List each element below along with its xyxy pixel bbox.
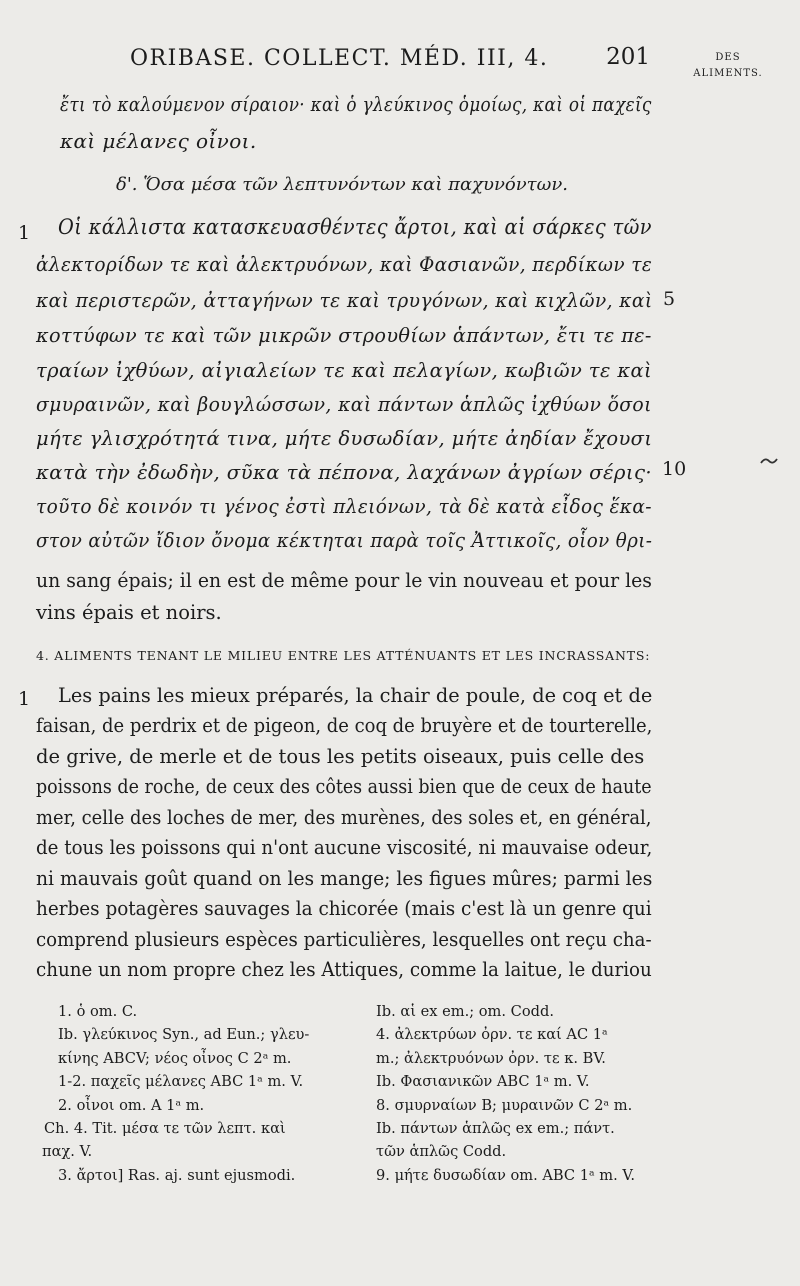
greek-line: μήτε γλισχρότητά τινα, μήτε δυσωδίαν, μήτε ἀηδίαν ἔχουσι	[36, 426, 653, 450]
french-line: vins épais et noirs.	[36, 601, 222, 624]
footnote: 2. οἶνοι om. A 1ᵃ m.	[58, 1096, 205, 1114]
page-header	[130, 40, 650, 80]
french-line: mer, celle des loches de mer, des murènes, des soles et, en général,	[36, 806, 652, 829]
footnote: 9. μήτε δυσωδίαν om. ABC 1ᵃ m. V.	[376, 1166, 635, 1184]
french-line: un sang épais; il en est de même pour le vin nouveau et pour les	[36, 569, 652, 592]
french-line: comprend plusieurs espèces particulières, lesquelles ont reçu cha-	[36, 928, 652, 951]
greek-line: Οἱ κάλλιστα κατασκευασθέντες ἄρτοι, καὶ αἱ σάρκες τῶν	[58, 215, 652, 239]
footnote: m.; ἀλεκτρυόνων ὀρν. τε κ. BV.	[376, 1049, 606, 1067]
french-line: herbes potagères sauvages la chicorée (mais c'est là un genre qui	[36, 897, 652, 920]
footnote: παχ. V.	[42, 1143, 93, 1161]
greek-line: καὶ περιστερῶν, ἀτταγήνων τε καὶ τρυγόνων, καὶ κιχλῶν, καὶ	[36, 288, 653, 312]
greek-paragraph-number: 1	[18, 222, 31, 244]
footnote: 1-2. παχεῖς μέλανες ABC 1ᵃ m. V.	[58, 1073, 304, 1091]
page-number: 201	[606, 44, 650, 70]
footnote: 1. ὁ om. C.	[58, 1003, 138, 1020]
running-title: ORIBASE. COLLECT. MÉD. III, 4.	[130, 46, 549, 71]
greek-line: ἔτι τὸ καλούμενον σίραιον· καὶ ὁ γλεύκινος ὁμοίως, καὶ οἱ παχεῖς	[60, 92, 652, 116]
footnotes-right-column	[376, 1000, 676, 1187]
greek-line: καὶ μέλανες οἶνοι.	[60, 129, 257, 153]
side-note	[688, 50, 768, 82]
french-line: de grive, de merle et de tous les petits oiseaux, puis celle des	[36, 745, 645, 768]
french-line: de tous les poissons qui n'ont aucune viscosité, ni mauvaise odeur,	[36, 836, 653, 859]
footnote: Ib. πάντων ἁπλῶς ex em.; πάντ.	[376, 1120, 615, 1138]
footnote: Ch. 4. Tit. μέσα τε τῶν λεπτ. καὶ	[44, 1120, 286, 1138]
footnote: Ib. Φασιανικῶν ABC 1ᵃ m. V.	[376, 1073, 590, 1091]
greek-line: κοττύφων τε καὶ τῶν μικρῶν στρουθίων ἁπάντων, ἔτι τε πε-	[36, 323, 652, 347]
footnote: 3. ἄρτοι] Ras. aj. sunt ejusmodi.	[58, 1166, 296, 1184]
greek-line: τοῦτο δὲ κοινόν τι γένος ἐστὶ πλειόνων, τὰ δὲ κατὰ εἶδος ἕκα-	[36, 494, 652, 518]
footnote: 4. ἀλεκτρύων ὀρν. τε καί AC 1ᵃ	[376, 1026, 608, 1044]
french-line: Les pains les mieux préparés, la chair de poule, de coq et de	[58, 683, 653, 707]
french-paragraph-number: 1	[18, 688, 31, 710]
greek-line: κατὰ τὴν ἐδωδὴν, σῦκα τὰ πέπονα, λαχάνων ἀγρίων σέρις·	[36, 460, 653, 484]
greek-line: σμυραινῶν, καὶ βουγλώσσων, καὶ πάντων ἁπλῶς ἰχθύων ὅσοι	[36, 392, 652, 416]
footnote: 8. σμυρναίων B; μυραινῶν C 2ᵃ m.	[376, 1096, 633, 1114]
footnote: Ib. αἱ ex em.; om. Codd.	[376, 1003, 554, 1020]
french-section-heading: 4. ALIMENTS TENANT LE MILIEU ENTRE LES ATTÉNUANTS ET LES INCRASSANTS:	[36, 648, 651, 663]
greek-line: στον αὐτῶν ἴδιον ὄνομα κέκτηται παρὰ τοῖς Ἀττικοῖς, οἷον θρι-	[36, 528, 653, 552]
french-line: chune un nom propre chez les Attiques, comme la laitue, le duriou	[36, 958, 652, 981]
footnote: τῶν ἁπλῶς Codd.	[376, 1143, 507, 1161]
side-note-line: ALIMENTS.	[693, 68, 763, 79]
greek-section-heading: δ'. Ὅσα μέσα τῶν λεπτυνόντων καὶ παχυνόντων.	[116, 174, 568, 195]
french-line: ni mauvais goût quand on les mange; les figues mûres; parmi les	[36, 867, 653, 890]
french-line: poissons de roche, de ceux des côtes aussi bien que de ceux de haute	[36, 775, 652, 798]
greek-line: ἀλεκτορίδων τε καὶ ἀλεκτρυόνων, καὶ Φασιανῶν, περδίκων τε	[36, 252, 653, 276]
footnote: κίνης ABCV; νέος οἶνος C 2ᵃ m.	[58, 1049, 292, 1067]
side-note-line: DES	[715, 52, 741, 63]
line-number-10: 10	[662, 458, 687, 480]
footnote: Ib. γλεύκινος Syn., ad Eun.; γλευ-	[58, 1026, 310, 1044]
line-number-5: 5	[663, 288, 676, 310]
footnotes-left-column	[34, 1000, 354, 1187]
greek-line: τραίων ἰχθύων, αἰγιαλείων τε καὶ πελαγίων, κωβιῶν τε καὶ	[36, 358, 653, 382]
margin-mark	[760, 456, 778, 466]
french-line: faisan, de perdrix et de pigeon, de coq de bruyère et de tourterelle,	[36, 714, 653, 737]
